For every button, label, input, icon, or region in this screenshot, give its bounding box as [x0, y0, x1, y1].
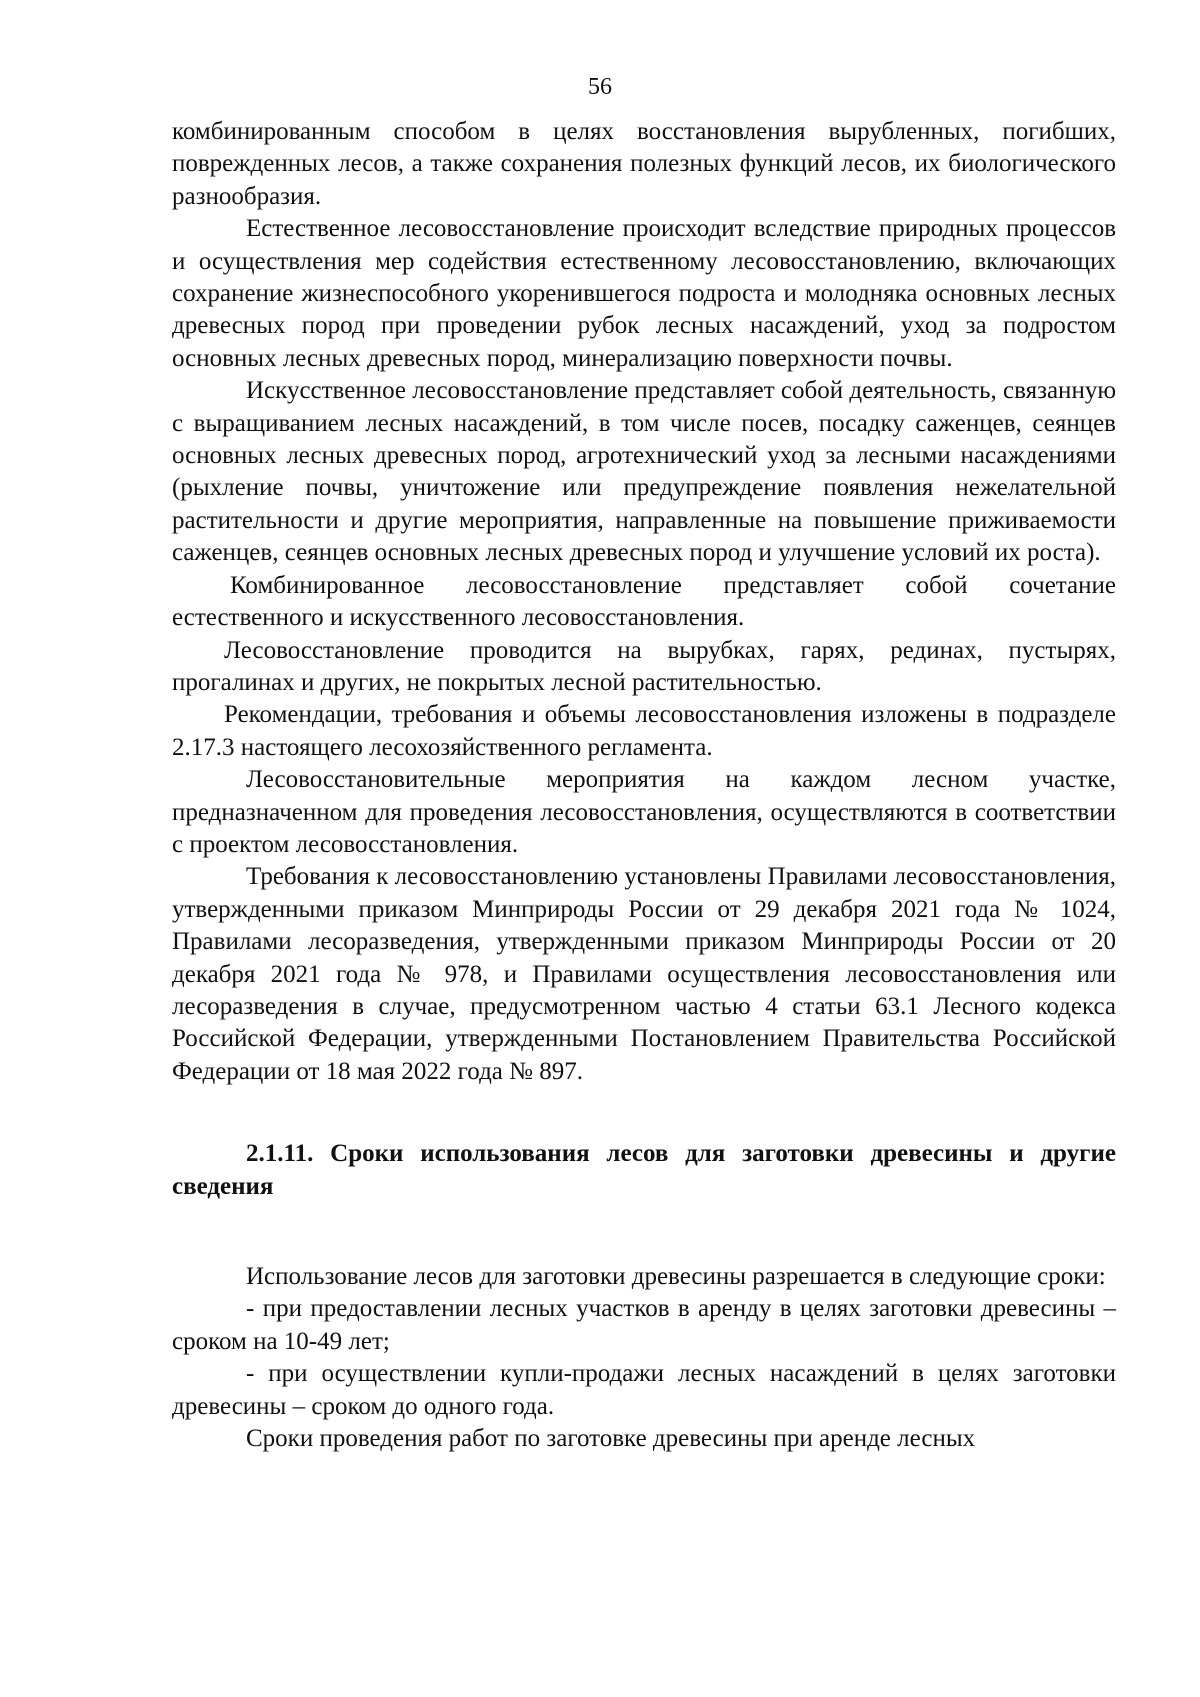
paragraph-recommendations: Рекомендации, требования и объемы лесовосстановления изложены в подразделе 2.17.3 настоящего лесохозяйственного регламента.: [172, 701, 1116, 761]
list-item-sale-term: - при осуществлении купли-продажи лесных насаждений в целях заготовки древесины – сроком до одного года.: [172, 1360, 1116, 1420]
paragraph-reforestation-sites: Лесовосстановление проводится на вырубках, гарях, рединах, пустырях, прогалинах и других, не покрытых лесной растительностью.: [172, 636, 1116, 696]
page-body: [172, 116, 1116, 1455]
paragraph-usage-terms: Использование лесов для заготовки древесины разрешается в следующие сроки:: [246, 1263, 1106, 1290]
list-item-lease-term: - при предоставлении лесных участков в аренду в целях заготовки древесины – сроком на 10-49 лет;: [172, 1295, 1116, 1355]
paragraph-work-terms: Сроки проведения работ по заготовке древесины при аренде лесных: [246, 1425, 976, 1453]
paragraph-combined-reforestation: Комбинированное лесовосстановление представляет собой сочетание естественного и искусственного лесовосстановления.: [172, 571, 1116, 632]
paragraph-requirements: Требования к лесовосстановлению установлены Правилами лесовосстановления, утвержденными приказом Минприроды России от 29 декабря 2021 года № 1024, Правилами лесоразведения, утвержденными приказом Минприроды России от 20 декабря 2021 года № 978, и Правилами осуществления лесовосстановления или лесоразведения в случае, предусмотренном частью 4 статьи 63.1 Лесного кодекса Российской Федерации, утвержденными Постановлением Правительства Российской Федерации от 18 мая 2022 года № 897.: [172, 863, 1116, 1085]
spacer: [172, 1203, 1116, 1261]
spacer: [172, 1088, 1116, 1138]
page-number: 56: [588, 74, 612, 100]
section-heading: 2.1.11. Сроки использования лесов для заготовки древесины и другие сведения: [172, 1140, 1116, 1200]
paragraph-natural-reforestation: Естественное лесовосстановление происходит вследствие природных процессов и осуществления мер содействия естественному лесовосстановлению, включающих сохранение жизнеспособного укоренившегося подроста и молодняка основных лесных древесных пород при проведении рубок лесных насаждений, уход за подростом основных лесных древесных пород, минерализацию поверхности почвы.: [172, 215, 1116, 372]
paragraph-reforestation-measures: Лесовосстановительные мероприятия на каждом лесном участке, предназначенном для проведения лесовосстановления, осуществляются в соответствии с проектом лесовосстановления.: [172, 766, 1116, 858]
paragraph-artificial-reforestation: Искусственное лесовосстановление представляет собой деятельность, связанную с выращиванием лесных насаждений, в том числе посев, посадку саженцев, сеянцев основных лесных древесных пород, агротехнический уход за лесными насаждениями (рыхление почвы, уничтожение или предупреждение появления нежелательной растительности и другие мероприятия, направленные на повышение приживаемости саженцев, сеянцев основных лесных древесных пород и улучшение условий их роста).: [172, 377, 1116, 567]
paragraph-continuation: комбинированным способом в целях восстановления вырубленных, погибших, поврежденных лесов, а также сохранения полезных функций лесов, их биологического разнообразия.: [172, 118, 1116, 210]
